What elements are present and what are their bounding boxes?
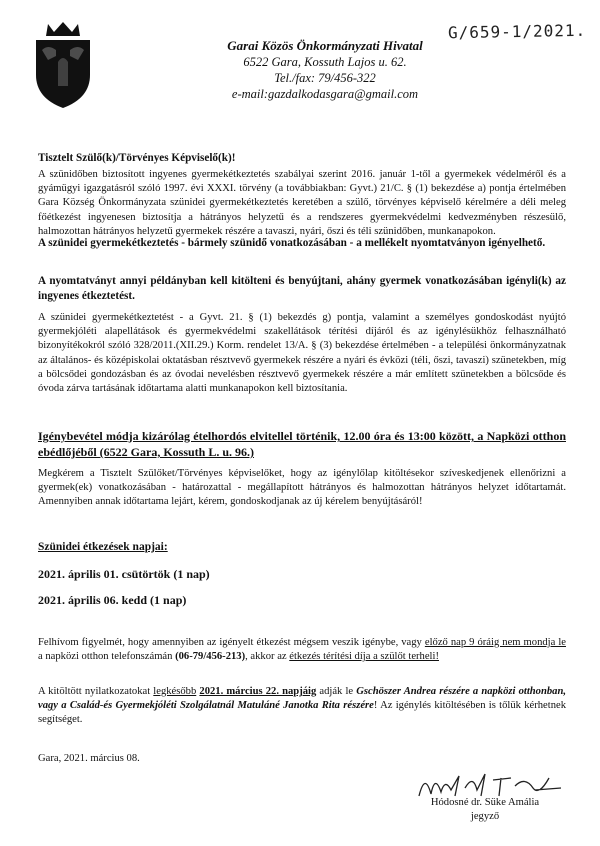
salutation: Tisztelt Szülő(k)/Törvényes Képviselő(k)! — [38, 152, 236, 164]
org-name: Garai Közös Önkormányzati Hivatal — [227, 38, 423, 53]
bold-notice-copies: A nyomtatványt annyi példányban kell kitölteni és benyújtani, ahány gyermek vonatkozásában igényli(k) az ingyenes étkeztetést. — [38, 275, 566, 302]
org-email: e-mail:gazdalkodasgara@gmail.com — [231, 87, 419, 101]
coat-of-arms-icon — [28, 20, 98, 110]
notice-text: , akkor az — [245, 651, 290, 663]
letterhead — [200, 38, 450, 102]
submission-notice — [38, 685, 566, 728]
notice-phone: (06-79/456-213) — [175, 651, 246, 663]
pickup-notice: Igénybevétel módja kizárólag ételhordós elvitellel történik, 12.00 óra és 13:00 között, a Napközi otthon ebédlőjéből (6522 Gara, Kossuth L. u. 96.) — [38, 429, 566, 459]
notice-text: a napközi otthon telefonszámán — [38, 651, 176, 663]
submit-text: ! Az igénylés kitöltésében is tőlük kérhetnek segítséget. — [38, 700, 566, 726]
org-phone: Tel./fax: 79/456-322 — [274, 71, 376, 85]
day-item: 2021. április 01. csütörtök (1 nap) — [38, 567, 210, 581]
submit-date: 2021. március 22. napjáig — [199, 686, 317, 697]
org-address: 6522 Gara, Kossuth Lajos u. 62. — [243, 55, 407, 69]
submit-recipients: Gschöszer Andrea részére a napközi otthonban, vagy a Család-és Gyermekjóléti Szolgálatnál Matuláné Janotka Rita részére — [38, 686, 566, 712]
paragraph-legal: A szünidei gyermekétkeztetést - a Gyvt. 21. § (1) bekezdés g) pontja, valamint a személyes gondoskodást nyújtó gyermekjóléti alapellátások és gyermekvédelmi szakellátások térítési díjáról és az igénylésükhöz felhasználható bizonyítékokról szóló 328/2011.(XII.29.) Korm. rendelet 13/A. § (3) bekezdése értelmében - a települési önkormányzatnak az általános- és középiskolai oktatásban résztvevő gyermekek részére a nyári és évközi (téli, őszi, tavaszi) szünetekben, míg a bölcsődei gondozásban és az óvodai nevelésben résztvevő gyermekek részére a már említett szünetekben a bölcsőde és óvoda zárva tartásának időtartama alatti munkanapokon kell biztosítania. — [38, 312, 566, 395]
bold-notice-form: A szünidei gyermekétkeztetés - bármely szünidő vonatkozásában - a mellékelt nyomtatványon igényelhető. — [38, 237, 546, 249]
notice-text: Felhívom figyelmét, hogy amennyiben az igényelt étkezést mégsem veszik igénybe, vagy — [38, 637, 425, 648]
signature-block — [380, 796, 590, 824]
notice-fee: étkezés térítési díja a szülőt terheli! — [289, 651, 439, 663]
days-title: Szünidei étkezések napjai: — [38, 541, 168, 553]
signatory-title: jegyző — [470, 811, 500, 822]
notice-deadline: előző nap 9 óráig nem mondja le — [424, 637, 566, 648]
submit-text: adják le — [316, 686, 357, 697]
reference-number: G/659-1/2021. — [447, 20, 587, 43]
submit-latest: legkésőbb — [153, 686, 197, 697]
cancellation-notice — [38, 636, 566, 664]
date-line: Gara, 2021. március 08. — [38, 753, 140, 764]
day-item: 2021. április 06. kedd (1 nap) — [38, 593, 187, 607]
submit-text: A kitöltött nyilatkozatokat — [38, 686, 154, 697]
paragraph-request: Megkérem a Tisztelt Szülőket/Törvényes képviselőket, hogy az igénylőlap kitöltésekor szíveskedjenek ellenőrizni a gyermek(ek) vonatkozásában - határozattal - megállapított hátrányos és halmozottan hátrányos helyzet időtartamát. Amennyiben annak időtartama lejárt, kérem, gondoskodjanak az új kérelem benyújtásáról! — [38, 468, 566, 508]
paragraph-intro: A szünidőben biztosított ingyenes gyermekétkeztetés szabályai szerint 2016. január 1-től a gyermekek védelméről és a gyámügyi igazgatásról szóló 1997. évi XXXI. törvény (a továbbiakban: Gyvt.) 21/C. § (1) bekezdése a) pontja értelmében Gara Község Önkormányzata szünidei gyermekétkeztetés keretében a szülő, törvényes képviselő kérelmére a déli meleg főétkezést ingyenesen biztosítja a hátrányos helyzetű és a rendszeres gyermekvédelmi kedvezményben részesülő, halmozottan hátrányos helyzetű gyermekek részére a tavaszi, nyári, őszi és téli szünidőben, munkanapokon. — [38, 169, 566, 237]
signatory-name: Hódosné dr. Süke Amália — [430, 797, 540, 808]
